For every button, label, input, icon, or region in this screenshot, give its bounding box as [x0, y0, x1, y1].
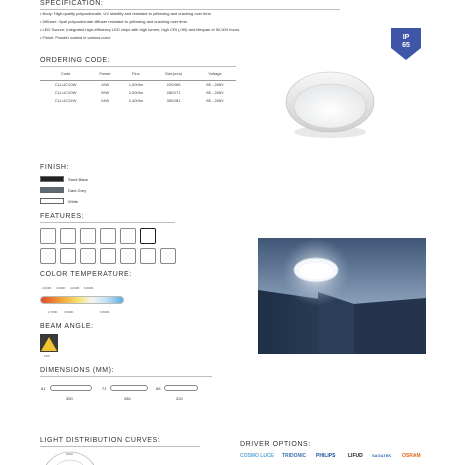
table-cell: 10W	[100, 81, 110, 87]
dimension-height: 65	[156, 386, 161, 391]
table-cell: 280X71	[166, 89, 181, 95]
cct-tick-label: 5,000K	[84, 286, 94, 290]
opal-diffuser-feature-icon	[60, 248, 76, 264]
ordering-divider	[40, 66, 236, 67]
column-header: Voltage	[194, 68, 236, 80]
spec-line: • LED Source: Integrated high-efficiency LED chips with high lumen, high CRI (>90) and lifespan of 50,000 hours.	[40, 27, 241, 32]
table-cell: 85 - 265V	[206, 97, 224, 103]
dimension-width: 350	[66, 396, 73, 401]
ceiling-mount-feature-icon	[40, 248, 56, 264]
dimension-profile	[164, 385, 198, 391]
light-curves-heading: LIGHT DISTRIBUTION CURVES:	[40, 437, 161, 444]
features-divider	[40, 222, 175, 223]
table-cell: 220X65	[166, 81, 181, 87]
driver-heading: DRIVER OPTIONS:	[240, 441, 311, 448]
table-cell: 2,400lm	[128, 97, 143, 103]
product-image	[282, 62, 378, 142]
driver-brand-logo: PHILIPS	[316, 453, 336, 459]
finish-heading: FINISH:	[40, 164, 70, 171]
driver-brand-logo: LIFUD	[348, 453, 363, 459]
installation-photo	[258, 238, 426, 354]
polar-curve-chart	[40, 450, 100, 465]
spec-line: • Diffuser: Opal polycarbonate diffuser resistant to yellowing and cracking over time.	[40, 19, 188, 24]
ip-label: IP	[402, 34, 410, 41]
ip-feature-icon	[40, 228, 56, 244]
table-cell: 350X81	[166, 97, 181, 103]
cct-tick-label: 3,500K	[64, 310, 74, 314]
dimension-profile	[110, 385, 148, 391]
column-header: Code	[40, 68, 91, 80]
ip-badge	[391, 28, 421, 60]
spec-list	[40, 10, 240, 42]
column-header: Power	[91, 68, 118, 80]
cct-tick-label: 2,700K	[48, 310, 58, 314]
ceiling-light-image	[282, 62, 378, 142]
driver-brand-logo: COSMO LUCE	[240, 453, 274, 459]
finish-label: Dark Grey	[68, 188, 87, 193]
cct-tick-label: 6,500K	[100, 310, 110, 314]
table-cell: CLLUC24W	[55, 97, 77, 103]
polar-scale-label: 1000	[66, 452, 73, 456]
ip-rating: 65	[402, 42, 410, 49]
table-row	[40, 88, 236, 96]
table-row	[40, 96, 236, 104]
table-cell: 85 - 265V	[206, 81, 224, 87]
finish-swatch-white	[40, 198, 64, 204]
driver-brand-logo: OSRAM	[402, 453, 421, 459]
finish-label: Sand Black	[68, 177, 89, 182]
spec-line: • Finish: Powder coated in various color.	[40, 35, 111, 40]
dimensions-heading: DIMENSIONS (MM):	[40, 367, 115, 374]
finish-swatch-sand-black	[40, 176, 64, 182]
color-temp-heading: COLOR TEMPERATURE:	[40, 271, 132, 278]
table-cell: 1,000lm	[128, 81, 143, 87]
dimension-height: 71	[102, 386, 107, 391]
ordering-heading: ORDERING CODE:	[40, 57, 111, 64]
dimension-height: 81	[41, 386, 46, 391]
led-chip-feature-icon	[100, 228, 116, 244]
table-row	[40, 80, 236, 88]
dimensions-divider	[40, 376, 212, 377]
table-header-row	[40, 68, 236, 80]
color-temperature-bar	[40, 296, 124, 304]
table-cell: 85 - 265V	[206, 89, 224, 95]
spec-heading: SPECIFICATION:	[40, 0, 104, 7]
table-cell: 20W	[100, 89, 110, 95]
lifespan-feature-icon	[60, 228, 76, 244]
cri-feature-icon	[80, 228, 96, 244]
spec-line: • Body: High-quality polycarbonate, UV stability and resistant to yellowing and cracking over time.	[40, 11, 212, 16]
driver-feature-icon	[120, 228, 136, 244]
dimension-width: 220	[176, 396, 183, 401]
sensor-feature-icon	[160, 248, 176, 264]
beam-angle-icon	[40, 334, 58, 352]
table-cell: 24W	[100, 97, 110, 103]
finish-label: White	[68, 199, 79, 204]
energy-class-feature-icon	[140, 228, 156, 244]
ordering-table	[40, 68, 236, 104]
cct-tick-label: 3,000K	[56, 286, 66, 290]
voltage-feature-icon	[80, 248, 96, 264]
table-cell: CLLUC10W	[55, 81, 77, 87]
cct-tick-label: 4,000K	[70, 286, 80, 290]
dimension-profile	[50, 385, 92, 391]
table-cell: 2,000lm	[128, 89, 143, 95]
cct-tick-label: 2,000K	[42, 286, 52, 290]
emergency-feature-icon	[140, 248, 156, 264]
beam-angle-feature-icon	[120, 248, 136, 264]
features-heading: FEATURES:	[40, 213, 85, 220]
finish-swatch-dark-grey	[40, 187, 64, 193]
dimension-width: 280	[124, 396, 131, 401]
beam-angle-value: 120°	[44, 354, 51, 358]
driver-brand-logo: TRIDONIC	[282, 453, 307, 459]
light-curves-divider	[40, 446, 200, 447]
driver-brand-logo: SAGATEK	[372, 453, 392, 458]
flicker-free-feature-icon	[100, 248, 116, 264]
column-header: Size(mm)	[153, 68, 194, 80]
table-cell: CLLUC20W	[55, 89, 77, 95]
column-header: Flux	[119, 68, 153, 80]
beam-heading: BEAM ANGLE:	[40, 323, 94, 330]
